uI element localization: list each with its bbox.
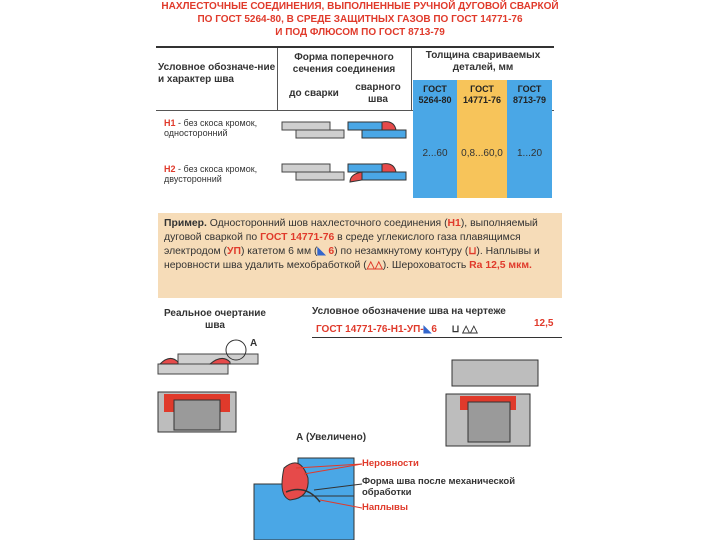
col2-header: Форма поперечного сечения соединения (292, 52, 396, 75)
gost-8713-label: ГОСТ 8713-79 (512, 84, 547, 105)
callout-lines (290, 450, 370, 520)
conditional-label: Условное обозначение шва на чертеже (312, 306, 506, 317)
h2-before (282, 164, 344, 180)
col1-header: Условное обозначе-ние и характер шва (158, 62, 276, 85)
range-14771: 0,8...60,0 (461, 148, 503, 159)
machining-icon: △△ (366, 260, 383, 271)
zoom-label: А (Увеличено) (296, 432, 367, 443)
real-weld-drawing (150, 336, 270, 436)
example-box: Пример. Односторонний шов нахлесточного соединения (Н1), выполняемый дуговой сваркой по ГОСТ 14771-76 в среде углекислого газа плавящимся электродом (УП) катетом 6 мм (◣ 6) по незамкнутому контуру (⊔). Наплывы и неровности шва удалить мехобработкой (△△). Шероховатость Ra 12,5 мкм. (158, 213, 562, 298)
open-contour-icon: ⊔ (468, 246, 477, 257)
callout-shape: Форма шва после механической обработки (362, 476, 516, 498)
roughness-value: 12,5 (534, 318, 554, 329)
table-col-divider (277, 48, 278, 110)
real-shape-label: Реальное очертание шва (164, 308, 266, 331)
designation-text: ГОСТ 14771-76-Н1-УП-◣6 ⊔ △△ (316, 324, 478, 335)
range-5264: 2...60 (422, 148, 448, 159)
row-h2: Н2 - без скоса кромок, двусторонний (164, 164, 258, 184)
h1-weld (348, 122, 406, 138)
col2b-header: сварного шва (355, 82, 401, 105)
joint-drawings (278, 112, 412, 198)
table-col-divider (411, 48, 412, 110)
h2-weld (348, 164, 406, 182)
h1-before (282, 122, 344, 138)
range-8713: 1...20 (516, 148, 543, 159)
row-h1: Н1 - без скоса кромок, односторонний (164, 118, 258, 138)
page-title: НАХЛЕСТОЧНЫЕ СОЕДИНЕНИЯ, ВЫПОЛНЕННЫЕ РУЧНОЙ ДУГОВОЙ СВАРКОЙ ПО ГОСТ 5264-80, В СРЕДЕ ЗАЩИТНЫХ ГАЗОВ ПО ГОСТ 14771-76 И ПОД ФЛЮСОМ ПО ГОСТ 8713-79 (161, 1, 559, 38)
table-top-line (156, 46, 554, 48)
col2a-header: до сварки (289, 88, 339, 99)
gost-14771-label: ГОСТ 14771-76 (462, 84, 502, 105)
callout-uneven: Неровности (362, 458, 419, 469)
callout-overflow: Наплывы (362, 502, 408, 513)
conditional-weld-drawing (440, 350, 560, 450)
col3-header: Толщина свариваемых деталей, мм (425, 50, 541, 73)
gost-5264-label: ГОСТ 5264-80 (418, 84, 452, 105)
fillet-symbol-icon: ◣ (317, 246, 326, 257)
callout-a: А (250, 338, 258, 349)
designation-line (312, 337, 562, 338)
